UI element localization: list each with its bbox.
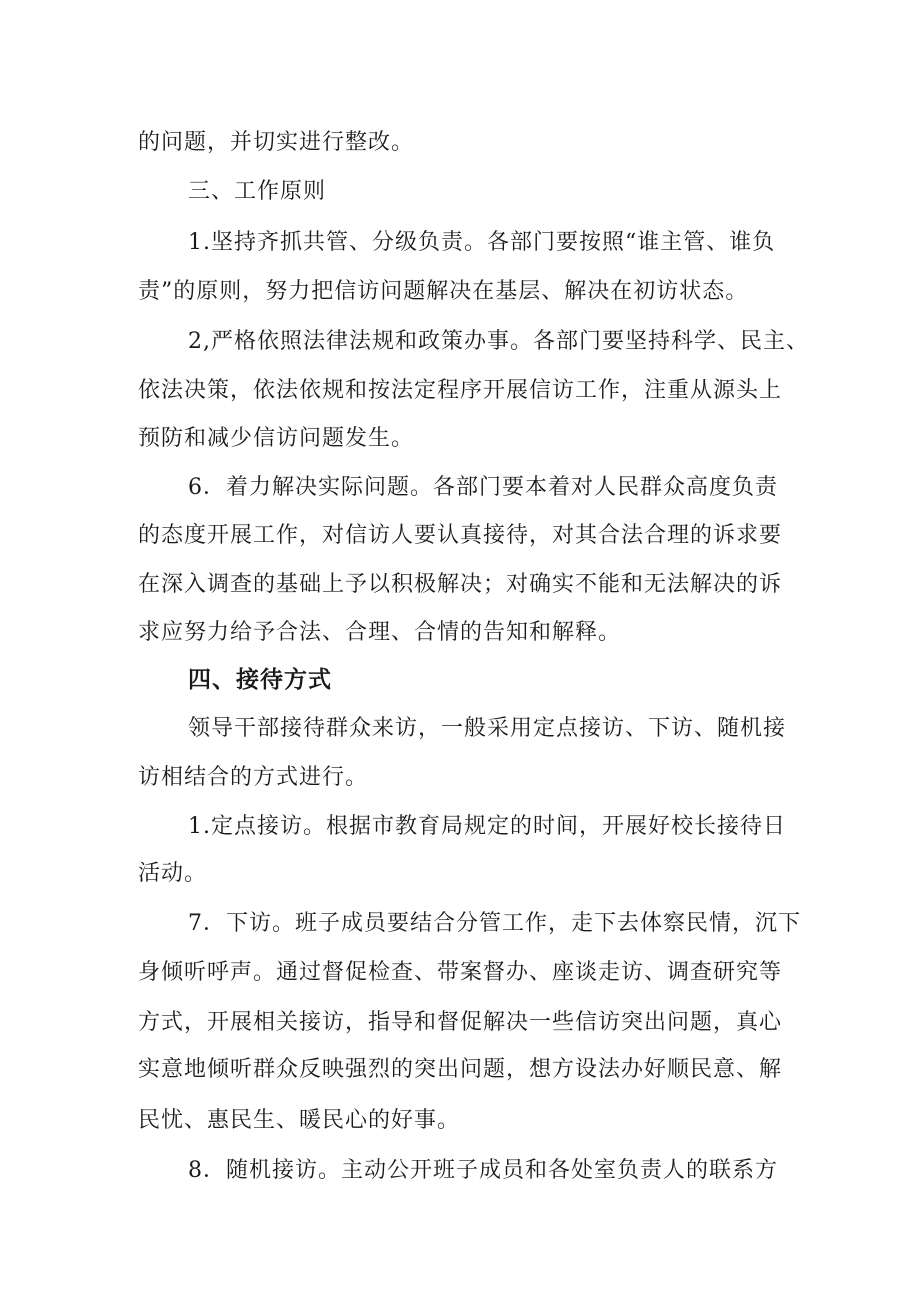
paragraph-line: 领导干部接待群众来访，一般采用定点接访、下访、随机接	[188, 716, 787, 741]
paragraph-line: 民忧、惠民生、暖民心的好事。	[138, 1108, 461, 1133]
paragraph-line: 求应努力给予合法、合理、合情的告知和解释。	[138, 620, 622, 645]
paragraph-line: 方式，开展相关接访，指导和督促解决一些信访突出问题，真心	[138, 1010, 783, 1035]
paragraph-line: 访相结合的方式进行。	[138, 765, 369, 790]
section-heading-3: 三、工作原则	[188, 179, 327, 204]
paragraph-line: 的问题，并切实进行整改。	[138, 130, 415, 155]
paragraph-line: 6．着力解决实际问题。各部门要本着对人民群众高度负责	[188, 475, 778, 500]
paragraph-line: 预防和减少信访问题发生。	[138, 426, 415, 451]
paragraph-line: 的态度开展工作，对信访人要认真接待，对其合法合理的诉求要	[138, 523, 783, 548]
paragraph-line: 1.定点接访。根据市教育局规定的时间，开展好校长接待日	[188, 814, 786, 839]
paragraph-line: 活动。	[138, 861, 208, 886]
paragraph-line: 依法决策，依法依规和按法定程序开展信访工作，注重从源头上	[138, 378, 783, 403]
section-heading-4: 四、接待方式	[188, 667, 332, 693]
paragraph-line: 在深入调查的基础上予以积极解决；对确实不能和无法解决的诉	[138, 572, 783, 597]
paragraph-line: 实意地倾听群众反映强烈的突出问题，想方设法办好顺民意、解	[138, 1057, 783, 1082]
paragraph-line: 2,严格依照法律法规和政策办事。各部门要坚持科学、民主、	[188, 329, 809, 354]
paragraph-line: 8．随机接访。主动公开班子成员和各处室负责人的联系方	[188, 1158, 778, 1183]
paragraph-line: 责”的原则，努力把信访问题解决在基层、解决在初访状态。	[138, 279, 749, 304]
paragraph-line: 7．下访。班子成员要结合分管工作，走下去体察民情，沉下	[188, 911, 801, 936]
paragraph-line: 身倾听呼声。通过督促检查、带案督办、座谈走访、调查研究等	[138, 960, 783, 985]
paragraph-line: 1.坚持齐抓共管、分级负责。各部门要按照“谁主管、谁负	[188, 230, 776, 255]
